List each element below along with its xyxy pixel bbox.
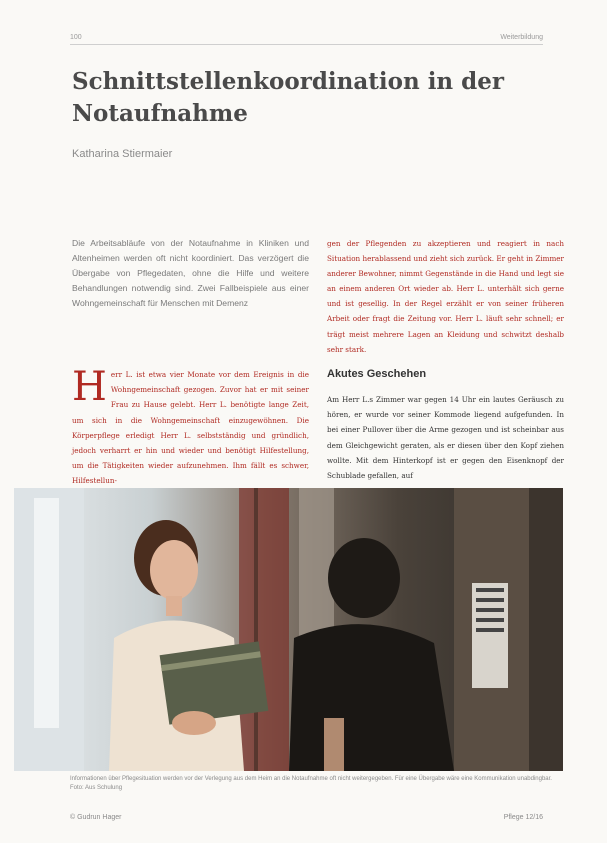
article-lead: Die Arbeitsabläufe von der Notaufnahme in Kliniken und Altenheimen werden oft nicht koordiniert. Das verzögert die Übergabe von Pflegedaten, ohne die Hilfe und weitere Behandlungen notwendig sind. Zwei Fallbeispiele aus einer Wohngemeinschaft für Menschen mit Demenz (72, 238, 309, 309)
drop-cap: H (72, 364, 107, 410)
article-body-red-continued: gen der Pflegenden zu akzeptieren und reagiert in nach Situation herablassend und zieht sich zurück. Er geht in Zimmer anderer Bewohner, nimmt Gegenstände in die Hand und legt sie an einem anderen Ort wieder ab. Herr L. unterhält sich gerne und ist gesellig. In der Regel erzählt er von seiner früheren Arbeit oder fragt die Zeitung vor. Herr L. läuft sehr schnell; er trägt meist mehrere Lagen an Kleidung und schwitzt deshalb sehr stark. (327, 239, 564, 354)
article-photo (14, 488, 563, 771)
article-title: Schnittstellenkoordination in der Notaufnahme (72, 68, 504, 127)
photo-caption: Informationen über Pflegesituation werden vor der Verlegung aus dem Heim an die Notaufnahme oft nicht weitergegeben. Für eine Übergabe wäre eine Kommunikation unabdingbar. Foto: Aus Schulung (70, 776, 552, 791)
article-body-intro (72, 364, 309, 489)
photo-illustration (14, 488, 563, 771)
footer-issue: Pflege 12/16 (503, 814, 543, 821)
article-body-section: Am Herr L.s Zimmer war gegen 14 Uhr ein lautes Geräusch zu hören, er wurde vor seiner Kommode liegend aufgefunden. In bei einer Pullover über die Arme gezogen und ist scheinbar aus dem Gleichgewicht geraten, als er diesen über den Kopf ziehen wollte. Mit dem Hinterkopf ist er gegen den Eisenknopf der Schublade gefallen, auf (327, 395, 564, 481)
header-section: Weiterbildung (500, 34, 543, 41)
footer-credit: © Gudrun Hager (70, 814, 122, 821)
section-heading: Akutes Geschehen (327, 368, 427, 380)
header-divider (70, 44, 543, 45)
article-body-intro-text: err L. ist etwa vier Monate vor dem Ereignis in die Wohngemeinschaft gezogen. Zuvor hat er mit seiner Frau zu Hause gelebt. Herr L. benötigte lange Zeit, um sich in die Wohngemeinschaft einzugewöhnen. Die Körperpflege erledigt Herr L. selbstständig und gründlich, jedoch verharrt er hin und wieder und benötigt Hilfestellung, um die Tätigkeiten wieder aufzunehmen. Ihm fällt es schwer, Hilfestellun- (72, 370, 309, 486)
header-page-number: 100 (70, 34, 82, 41)
article-author: Katharina Stiermaier (72, 148, 173, 160)
